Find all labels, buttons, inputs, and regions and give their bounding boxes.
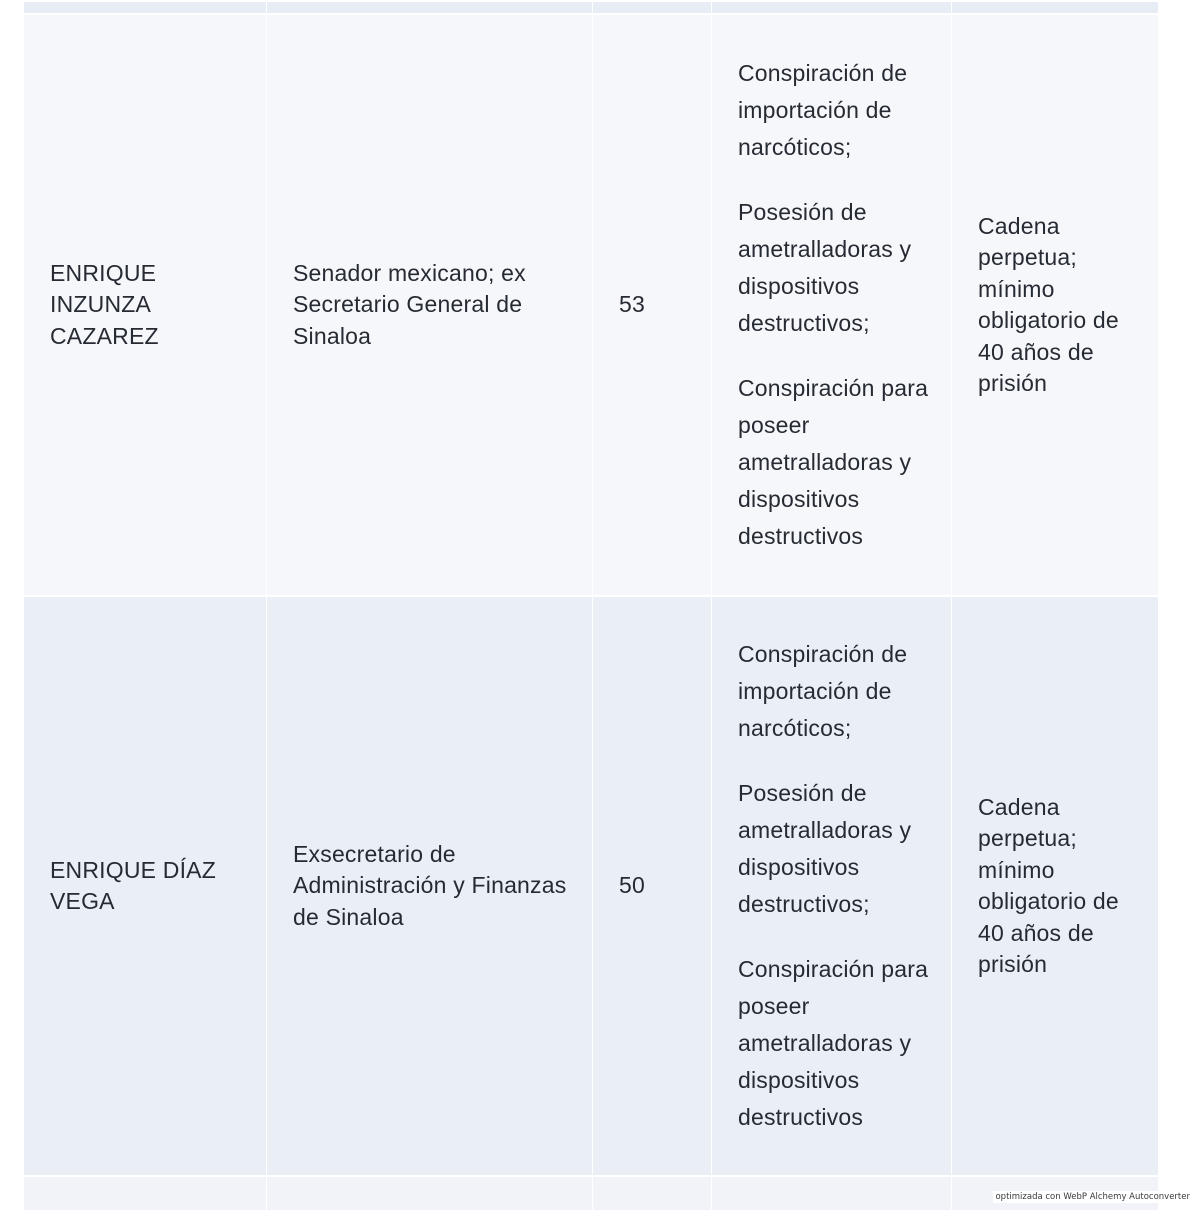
defendant-position: Exsecretario de Administración y Finanzas de Sinaloa — [267, 596, 593, 1176]
indictment-table-container — [23, 0, 1158, 1210]
defendant-name: ENRIQUE INZUNZA CAZAREZ — [24, 14, 267, 596]
table-cell — [593, 1176, 712, 1210]
charges-cell — [712, 596, 952, 1176]
table-cell — [24, 1176, 267, 1210]
table-row-partial-top — [24, 1, 1159, 14]
table-cell — [712, 1176, 952, 1210]
charge-item: Conspiración para poseer ametralladoras y dispositivos destructivos — [738, 375, 929, 549]
charge-item: Conspiración para poseer ametralladoras y dispositivos destructivos — [738, 956, 929, 1130]
charge-item: Conspiración de importación de narcóticos; — [738, 641, 908, 741]
defendant-age: 50 — [593, 596, 712, 1176]
table-cell — [712, 1, 952, 14]
table-cell — [952, 1, 1159, 14]
table-cell — [267, 1176, 593, 1210]
max-sentence: Cadena perpetua; mínimo obligatorio de 40 años de prisión — [952, 596, 1159, 1176]
defendant-name: ENRIQUE DÍAZ VEGA — [24, 596, 267, 1176]
charge-item: Conspiración de importación de narcóticos; — [738, 60, 908, 160]
defendant-age: 53 — [593, 14, 712, 596]
optimizer-watermark: optimizada con WebP Alchemy Autoconverter — [995, 1192, 1190, 1202]
charge-item: Posesión de ametralladoras y dispositivos destructivos; — [738, 780, 912, 917]
indictment-table — [23, 0, 1158, 1210]
charges-cell — [712, 14, 952, 596]
table-row — [24, 596, 1159, 1176]
table-cell — [24, 1, 267, 14]
table-cell — [593, 1, 712, 14]
table-row-partial-bottom — [24, 1176, 1159, 1210]
defendant-position: Senador mexicano; ex Secretario General de Sinaloa — [267, 14, 593, 596]
max-sentence: Cadena perpetua; mínimo obligatorio de 40 años de prisión — [952, 14, 1159, 596]
charge-item: Posesión de ametralladoras y dispositivos destructivos; — [738, 199, 912, 336]
table-cell — [267, 1, 593, 14]
table-row — [24, 14, 1159, 596]
